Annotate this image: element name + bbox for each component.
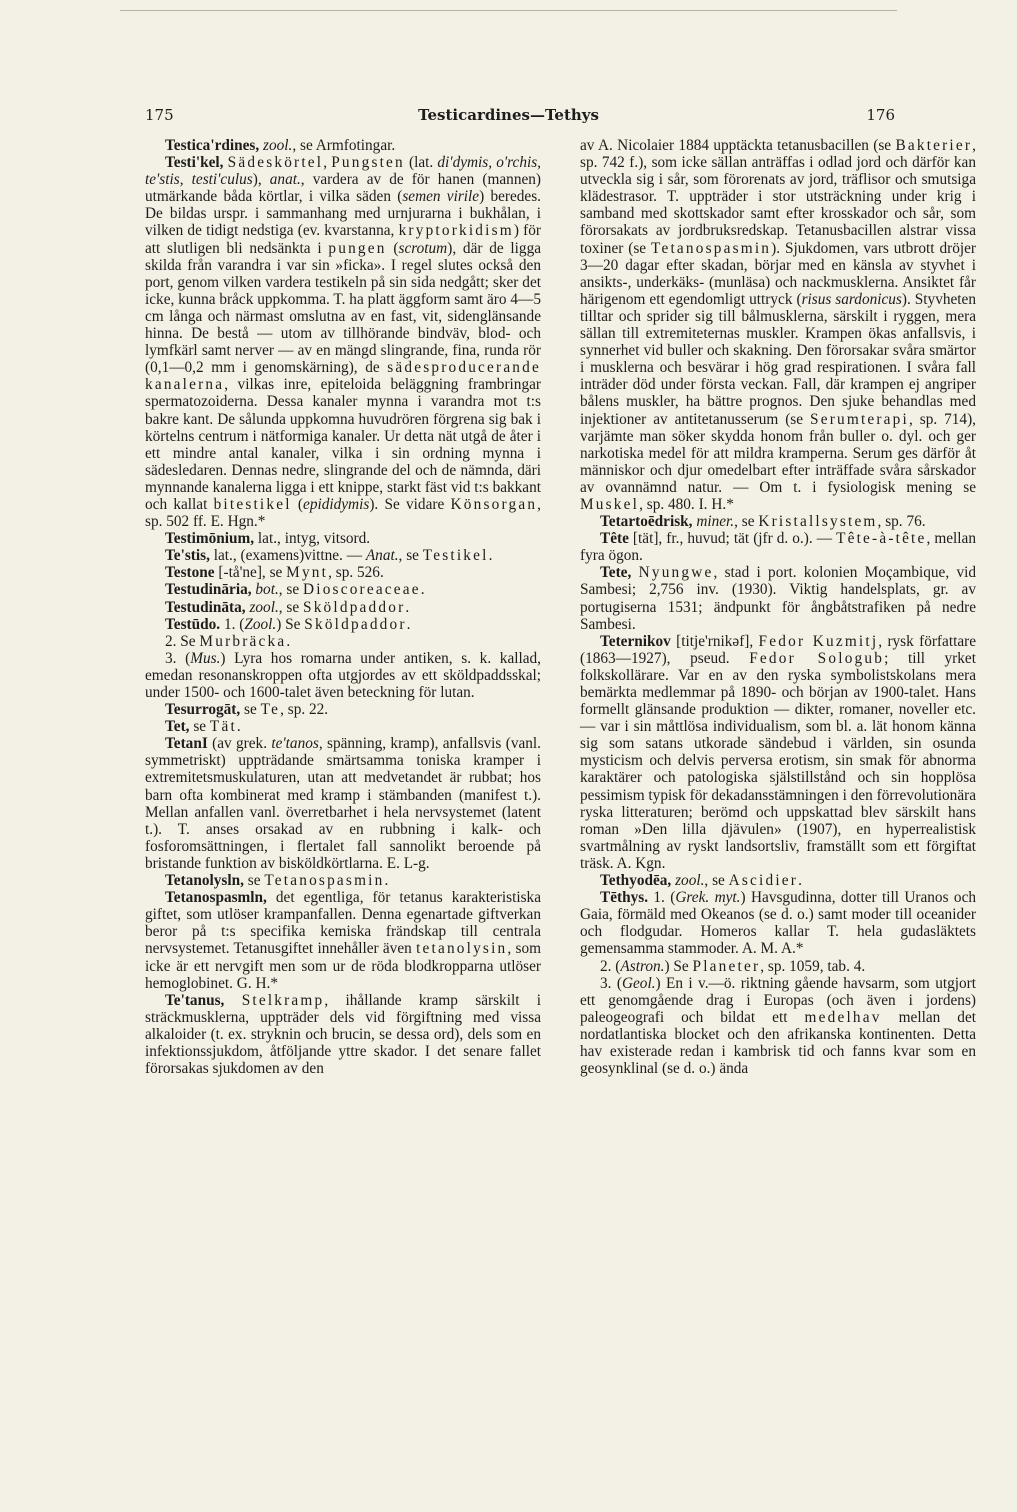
italic-term: te'tanos — [271, 735, 319, 753]
headword: Te'stis, — [165, 547, 210, 565]
entry-tethyodea — [580, 872, 976, 889]
entry-text: ( — [386, 239, 399, 257]
entry-text: . — [286, 632, 291, 650]
entry-text: 1. ( — [220, 615, 245, 633]
entry-text: , sp. 742 f.), som icke sällan anträffas i odlad jord och därför kan utveckla sig i sår, som förorenats av jord, träflisor och smutsiga klädestrasor. T. uppträder i stor utsträckning under krig i samband med skottskador samt efter krosskador och sår, som förorsakats av jordbruksredskap. Tetanusbacillen alstrar vissa toxiner (se — [580, 137, 976, 257]
cross-reference: sädesproducerande kanalerna — [145, 359, 541, 394]
cross-reference: Könsorgan — [450, 495, 538, 513]
italic-term: zool. — [249, 598, 279, 616]
cross-reference: Tête-à-tête — [836, 530, 927, 548]
entry-teternikov — [580, 633, 976, 872]
headword: Tet, — [165, 718, 190, 736]
entry-testudinata — [145, 599, 541, 616]
entry-text: , sp. 22. — [280, 701, 329, 719]
left-column — [145, 137, 541, 1077]
entry-text: ) för att slutligen bli nedsänkta i — [145, 222, 541, 257]
entry-text: , — [323, 154, 332, 172]
entry-text: det egentliga, för tetanus karakteristiska giftet, som utlöser krampanfallen. Denna egenartade giftverkan beror på t:s specifika kemiska frändskap till centrala nervsystemet. Tetanusgiftet innehåller även — [145, 889, 541, 958]
headword: Tête — [600, 530, 629, 548]
entry-text: ), där de ligga skilda från varandra i var sin »ficka». I regel slutes också den port, genom vilken vardera testikeln på sin sida nedgått; sker det icke, kunna bråck uppkomma. T. ha platt äggform samt äro 4—5 cm långa och närmast omslutna av en fast, vit, sidenglänsande hinna. De bestå — utom av tillhörande bindväv, blod- och lymfkärl samt nerver — av en mängd slingrande, fina, runda rör (0,1—0,2 mm i genomskärning), de — [145, 239, 542, 377]
headword: Tethyodēa, — [600, 872, 672, 890]
italic-term: semen virile — [402, 188, 480, 206]
headword: Testimōnium, — [165, 530, 255, 548]
entry-text: , sp. 526. — [328, 564, 384, 582]
entry-text: ), — [252, 171, 270, 189]
cross-reference: Sköldpaddor — [303, 598, 406, 616]
entry-text: ). Sjukdomen, vars utbrott dröjer 3—20 dagar efter skadan, börjar med en känsla av styvhet i ansikts-, underkäks- (munläsa) och nackmusklerna. Ansiktet får härigenom ett egendomligt uttryck ( — [580, 239, 976, 308]
italic-term: Grek. myt. — [675, 889, 741, 907]
entry-testudo — [145, 616, 541, 633]
cross-reference: Te — [260, 701, 281, 719]
italic-term: risus sardonicus — [801, 290, 902, 308]
headword: Tete, — [600, 564, 632, 582]
entry-text: ) beredes. De bildas urspr. i sammanhang med urnjurarna i bukhålan, i vilken de tidigt nedstiga (ev. kvarstanna, — [145, 188, 541, 240]
entry-tet — [145, 718, 541, 735]
cross-reference: Sädeskörtel — [227, 154, 324, 172]
cross-reference: kryptorkidism — [398, 222, 514, 240]
italic-term: bot. — [255, 581, 279, 599]
entry-text: . — [405, 598, 410, 616]
entry-text: se — [240, 701, 261, 719]
entry-tete — [580, 530, 976, 564]
left-page-number: 175 — [145, 106, 174, 124]
entry-testimonium — [145, 530, 541, 547]
entry-text: . — [798, 872, 802, 890]
cross-reference: Dioscoreaceae — [303, 581, 421, 599]
headword: Testūdo. — [165, 615, 221, 633]
headword: Testone — [165, 564, 215, 582]
italic-term: zool. — [675, 872, 705, 890]
entry-text: . — [420, 581, 425, 599]
entry-tetanus — [145, 992, 541, 1077]
cross-reference: Kristallsystem — [758, 513, 878, 531]
entry-tete-town — [580, 564, 976, 632]
headword: Testudināria, — [165, 581, 252, 599]
headword: Tesurrogāt, — [165, 701, 241, 719]
entry-text: av A. Nicolaier 1884 upptäckta tetanusbacillen (se — [580, 137, 896, 154]
cross-reference: Murbräcka — [199, 632, 287, 650]
entry-text: , se — [734, 513, 759, 531]
entry-text: 3. ( — [165, 649, 191, 667]
headword: Testi'kel, — [165, 154, 224, 172]
headword: Teternikov — [600, 632, 671, 650]
entry-text: , sp. 1059, tab. 4. — [760, 957, 866, 975]
italic-term: Zool. — [244, 615, 277, 633]
entry-text: 1. ( — [648, 889, 676, 907]
cross-reference: Bakterier — [895, 137, 973, 154]
italic-term: miner. — [696, 513, 735, 531]
page-top-rule — [120, 10, 897, 11]
entry-text: , spänning, kramp), anfallsvis (vanl. symmetriskt) uppträdande smärtsamma toniska kramper i extremitetsmuskulaturen, utan att medvetandet är rubbat; hos barn ofta kombinerat med kramp i stämbanden (manifest t.). Mellan anfallen vanl. överretbarhet i hela nervsystemet (latent t.). T. anses orsakad av en rubbning i kalk- och fosforomsättningen, i flertalet fall sannolikt beroende på bristande funktion av bisköldkörtlarna. E. L-g. — [145, 735, 541, 872]
entry-text: lat., (examens)vittne. — — [209, 547, 366, 565]
entry-text: ( — [291, 495, 304, 513]
entry-text: 3. ( — [600, 974, 622, 992]
italic-term: Geol. — [621, 974, 656, 992]
italic-term: Mus. — [190, 649, 221, 667]
entry-text: ). Se vidare — [369, 495, 451, 513]
right-column — [580, 137, 976, 1077]
italic-term: scrotum — [398, 239, 448, 257]
entry-tethys — [580, 889, 976, 957]
entry-text — [224, 992, 241, 1009]
entry-testis — [145, 547, 541, 564]
entry-text: , ihållande kramp särskilt i sträckmusklerna, uppträder dels vid förgiftning med vissa alkaloider (t. ex. stryknin och brucin, se dessa ord), dels som en infektionssjukdom, åtföljande yttre skador. I det senare fallet förorsakas sjukdomen av den — [145, 991, 542, 1078]
entry-text: . — [406, 615, 411, 633]
italic-term: epididymis — [303, 495, 370, 513]
entry-tethys2 — [580, 958, 976, 975]
italic-term: anat. — [269, 171, 301, 189]
entry-text: ). Styvheten tilltar och sprider sig till bålmusklerna, särskilt i ryggen, mera sällan till extremiteternas muskler. Krampen ökas anfallsvis, i synnerhet vid buller och skakning. Den förorsakar svåra smärtor i musklerna och besvärar i hög grad respirationen. I svåra fall inträder död under första veckan. Fall, där krampen ej angriper bålens muskler, ha bättre prognos. Den sjuke behandlas med injektioner av antitetanusserum (se — [580, 290, 976, 428]
entry-text: 2. Se — [165, 632, 200, 650]
entry-text: , vardera av de för hanen (mannen) utmärkande båda körtlar, i vilka säden ( — [145, 171, 542, 206]
entry-text: , mellan fyra ögon. — [580, 530, 976, 565]
entry-text: ) Se — [276, 615, 305, 633]
headword: Testudināta, — [165, 598, 246, 616]
cross-reference: tetanolysin — [416, 940, 508, 958]
entry-text: (lat. — [404, 154, 438, 172]
entry-text: [titje'rnikəf], — [670, 632, 759, 650]
entry-tetartoedrisk — [580, 513, 976, 530]
entry-tetanolysin — [145, 872, 541, 889]
cross-reference: Sköldpaddor — [304, 615, 407, 633]
italic-term: Anat. — [365, 547, 399, 565]
headword: Tetanospasmln, — [165, 889, 267, 907]
entry-text: [-tå'ne], se — [214, 564, 287, 582]
entry-tethys3 — [580, 975, 976, 1078]
cross-reference: Planeter — [692, 957, 761, 975]
entry-text: , rysk författare (1863—1927), pseud. — [580, 632, 976, 667]
cross-reference: Muskel — [580, 495, 640, 513]
entry-text: , sp. 480. I. H.* — [639, 495, 734, 513]
cross-reference: medelhav — [804, 1008, 882, 1026]
cross-reference: bitestikel — [213, 495, 292, 513]
entry-text: . — [236, 718, 241, 736]
cross-reference: Tetanospasmin — [650, 239, 772, 257]
entry-text: , se — [704, 872, 729, 890]
entry-text: , se — [398, 547, 423, 565]
entry-testudinaria — [145, 581, 541, 598]
entry-testudo3 — [145, 650, 541, 701]
entry-text: , sp. 502 ff. E. Hgn.* — [145, 495, 541, 531]
cross-reference: Stelkramp — [241, 991, 325, 1009]
entry-text: , se — [278, 598, 303, 616]
entry-text: se Armfotingar. — [296, 137, 396, 154]
entry-text: . — [384, 872, 389, 890]
entry-text: ) Havsgudinna, dotter till Uranos och Gaia, förmäld med Okeanos (se d. o.) samt moder till oceanider och flodgudar. Homeros kallar T. hela gudasläktets gemensamma stammoder. A. M. A.* — [580, 889, 977, 958]
entry-text: , sp. 714), varjämte man söker skydda honom från buller o. dyl. och ger narkotiska medel för att mildra kramperna. Serum ges därför åt människor och djur omedelbart efter inträffade svåra sårskador av ovannämnd natur. — Om t. i fysiologisk mening se — [580, 410, 976, 496]
entry-testone — [145, 564, 541, 581]
cross-reference: Tät — [209, 718, 237, 736]
entry-testikel — [145, 154, 541, 530]
italic-term: zool. — [263, 137, 293, 154]
cross-reference: Testikel — [422, 547, 489, 565]
cross-reference: Tetanospasmin — [264, 872, 385, 890]
entry-text: , vilkas inre, epiteloida beläggning frambringar spermatozoiderna. Dessa kanaler mynna i varandra mot t:s bakre kant. De sålunda uppkomna huvudrören förgrena sig bak i körtelns centrum i nätformiga kanaler. Ur detta nät utgå de åter i ett mindre antal kanaler, vilka i sin ordning mynna i sädesledaren. Dennas nedre, slingrande del och de nämnda, däri mynnande kanalerna ligga i ett knippe, starkt fäst vid t:s bakkant och kallat — [145, 376, 541, 513]
cross-reference: Serumterapi — [810, 410, 909, 428]
entry-text: . — [488, 547, 493, 565]
entry-text: ; till yrket folkskollärare. Var en av den ryska symbolistskolans mera bemärkta medlemmar på 1890- och början av 1900-talet. Hans formellt glänsande produktion — dikter, romaner, noveller etc. — var i sin måttlösa individualism, som bl. a. lät honom känna sig som satans utkorade sändebud i världen, sin osunda mysticism och delvis perversa erotism, sin smak för abnorma karaktärer och patologiska själstillstånd och sin hopplösa pessimism typisk för dekadansstämningen i den förrevolutionära ryska litteraturen; berömd och uppskattad blev särskilt hans roman »Den lilla djävulen» (1907), en hyperrealistisk svartmålning av ryskt landsortsliv, framställt som ett förgiftat träsk. A. Kgn. — [580, 649, 976, 872]
entry-text: ) Se — [664, 957, 693, 975]
italic-term: di'dymis, o'rchis, te'stis, testi'culus — [145, 154, 541, 189]
cross-reference: Nyungwe — [638, 564, 714, 582]
entry-text: ) En i v.—ö. riktning gående havsarm, som utgjort ett genomgående drag i Europas (och även i jordens) paleogeografi och bildat ett — [580, 974, 976, 1026]
cross-reference: Pungsten — [331, 154, 405, 172]
entry-tetanus-cont — [580, 137, 976, 513]
cross-reference: Fedor Kuzmitj — [758, 632, 879, 650]
entry-text: , — [292, 137, 297, 154]
headword: Tēthys. — [600, 889, 649, 907]
entry-text: , sp. 76. — [877, 513, 926, 531]
entry-text: , stad i port. kolonien Moçambique, vid Sambesi; 2,756 inv. (1930). Viktig handelsplats, gr. av portugiserna 1531; ändpunkt för ångbåtstrafiken på nedre Sambesi. — [580, 564, 976, 633]
entry-tetani — [145, 735, 541, 872]
entry-text: se — [243, 872, 265, 890]
entry-text: (av grek. — [207, 735, 272, 753]
headword: Tetartoēdrisk, — [600, 513, 693, 531]
entry-tesurrogat — [145, 701, 541, 718]
cross-reference: Mynt — [286, 564, 329, 582]
headword: Te'tanus, — [165, 991, 225, 1009]
headword: TetanI — [165, 735, 208, 753]
entry-text: lat., intyg, vitsord. — [254, 530, 371, 548]
entry-text — [631, 564, 638, 581]
cross-reference: Fedor Sologub — [749, 649, 885, 667]
right-page-number: 176 — [866, 106, 895, 124]
headword: Testica'rdines, — [165, 137, 260, 154]
entry-testicardines — [145, 137, 541, 154]
entry-text: 2. ( — [600, 957, 621, 975]
entry-text: [tät], fr., huvud; tät (jfr d. o.). — — [628, 530, 837, 548]
entry-text: , se — [278, 581, 303, 599]
running-title: Testicardines—Tethys — [418, 106, 599, 124]
cross-reference: pungen — [328, 239, 387, 257]
entry-text: se — [189, 718, 210, 736]
entry-text: mellan det nordatlantiska blocket och den afrikanska kontinenten. Detta hav existerade redan i kambrisk tid och fanns kvar som en geosynklinal (se d. o.) ända — [580, 1008, 976, 1078]
italic-term: Astron. — [620, 957, 665, 975]
entry-text: , som icke är ett nervgift men som ur de röda blodkropparna utlöser hemoglobinet. G. H.* — [145, 940, 541, 992]
cross-reference: Ascidier — [728, 872, 799, 890]
entry-testudo2 — [145, 633, 541, 650]
entry-tetanospasmin — [145, 889, 541, 992]
headword: Tetanolysln, — [165, 872, 244, 890]
entry-text: ) Lyra hos romarna under antiken, s. k. kallad, emedan resonanskroppen ofta utgjordes av ett sköldpaddsskal; under 1500- och 1600-talet även beteckning för lutan. — [145, 649, 541, 701]
